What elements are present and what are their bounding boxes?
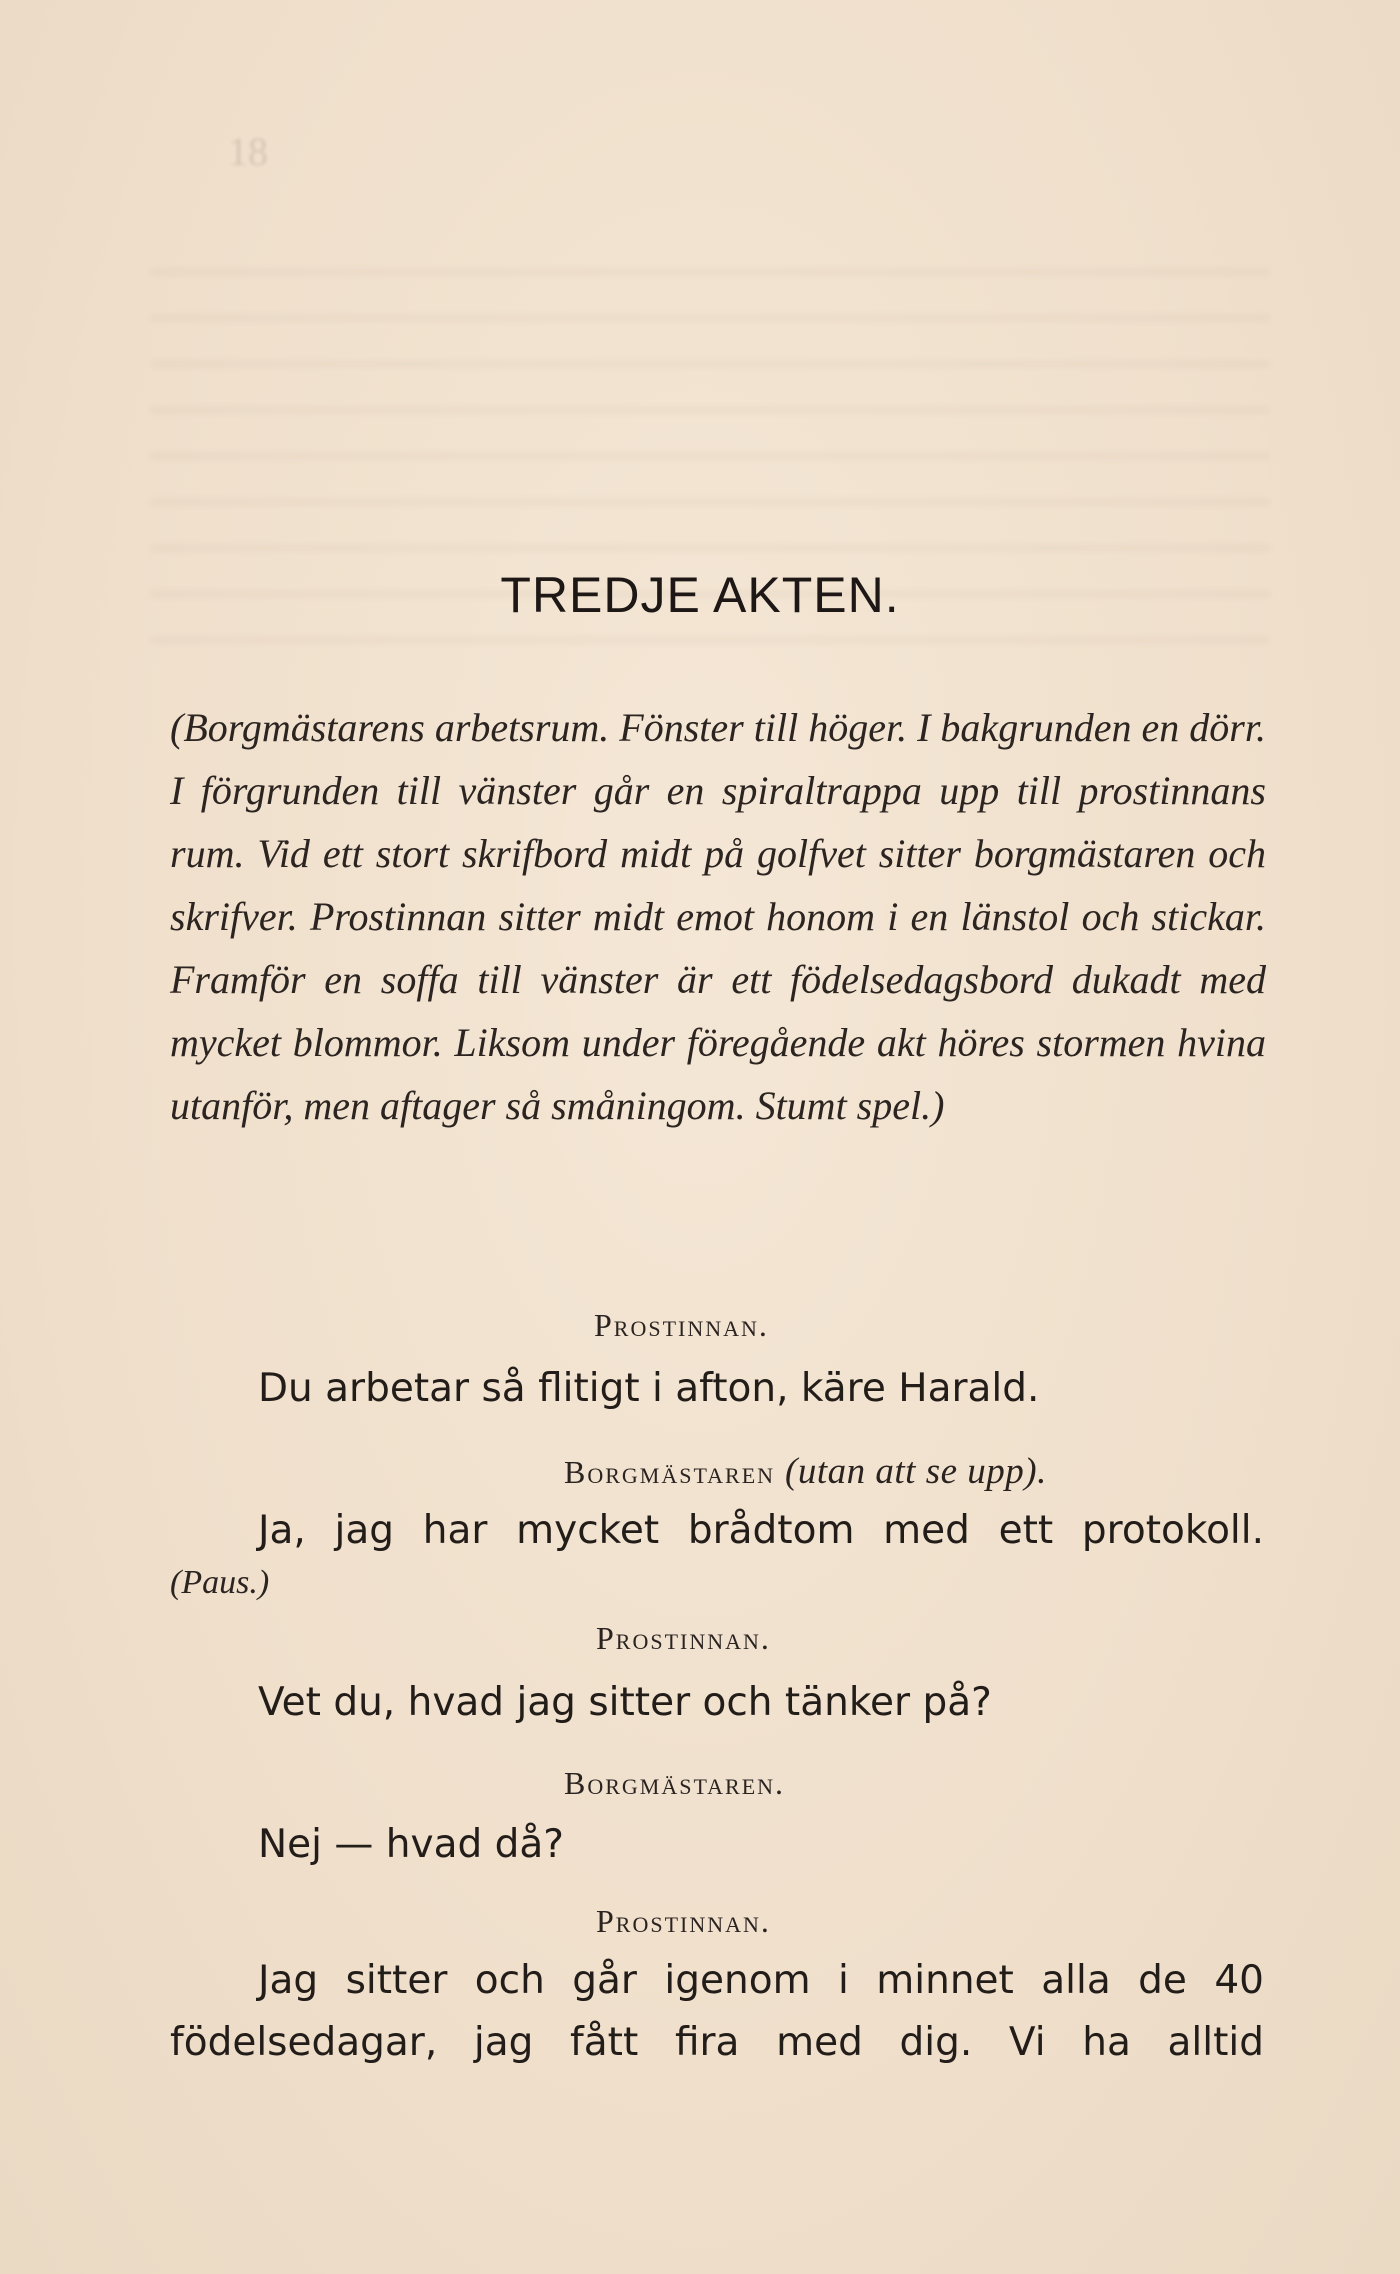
speaker-prostinnan-3: Prostinnan.	[596, 1903, 771, 1939]
speaker-prostinnan-2: Prostinnan.	[596, 1620, 771, 1656]
dialogue-line-5: Jag sitter och går igenom i minnet alla de 40	[258, 1958, 1264, 2003]
speaker-borgmastaren-2: Borgmästaren.	[564, 1765, 786, 1801]
speaker-direction: (utan att se upp).	[785, 1451, 1047, 1492]
speaker-prostinnan-1: Prostinnan.	[594, 1307, 769, 1343]
page-number: 18	[228, 129, 268, 174]
dialogue-line-6: födelsedagar, jag fått fira med dig. Vi ha alltid	[170, 2020, 1264, 2065]
pause-direction: (Paus.)	[170, 1564, 270, 1601]
speaker-name: Borgmästaren	[564, 1454, 776, 1490]
act-heading: TREDJE AKTEN.	[500, 567, 900, 623]
dialogue-line-3: Vet du, hvad jag sitter och tänker på?	[258, 1680, 992, 1725]
dialogue-line-2: Ja, jag har mycket brådtom med ett protokoll.	[258, 1508, 1264, 1553]
dialogue-line-1: Du arbetar så flitigt i afton, käre Harald.	[258, 1366, 1040, 1411]
speaker-borgmastaren-1	[564, 1450, 1047, 1493]
stage-direction: (Borgmästarens arbetsrum. Fönster till höger. I bakgrunden en dörr. I förgrunden till vänster går en spiraltrappa upp till prostinnans rum. Vid ett stort skrifbord midt på golfvet sitter borgmästaren och skrifver. Prostinnan sitter midt emot honom i en länstol och stickar. Framför en soffa till vänster är ett födelsedagsbord dukadt med mycket blommor. Liksom under föregående akt höres stormen hvina utanför, men aftager så småningom. Stumt spel.)	[170, 705, 1266, 1128]
dialogue-line-4: Nej — hvad då?	[258, 1822, 565, 1867]
